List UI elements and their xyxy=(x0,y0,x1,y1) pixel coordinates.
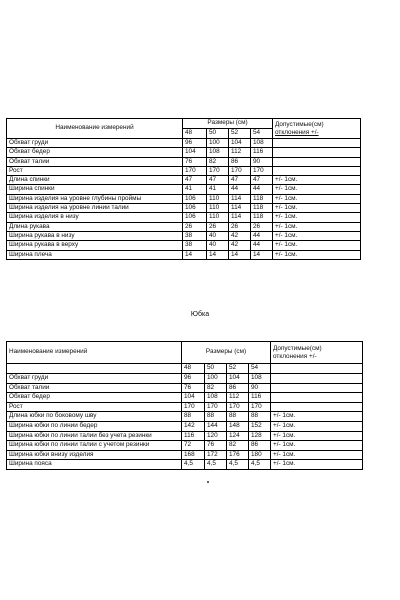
measurement-value: 118 xyxy=(251,194,273,203)
measurement-value: 114 xyxy=(229,213,251,222)
measurement-value: 41 xyxy=(207,185,229,194)
blank-cell xyxy=(7,364,182,374)
measurement-value: 104 xyxy=(182,393,205,403)
measurement-name: Обхват груди xyxy=(7,139,183,148)
measurement-value: 90 xyxy=(251,157,273,166)
table-row xyxy=(7,421,363,431)
measurement-value: 114 xyxy=(229,194,251,203)
measurement-value: 110 xyxy=(207,213,229,222)
measurement-name: Обхват бедер xyxy=(7,393,182,403)
measurement-value: 100 xyxy=(207,139,229,148)
size-cell: 54 xyxy=(249,364,271,374)
table-row xyxy=(7,374,363,384)
table-row xyxy=(7,231,361,240)
measurement-name: Ширина спинки xyxy=(7,185,183,194)
measurement-value: 44 xyxy=(251,231,273,240)
measurement-value: 106 xyxy=(183,213,207,222)
measurement-name: Обхват бедер xyxy=(7,148,183,157)
measurement-value: 4,5 xyxy=(249,460,271,470)
tolerance-value xyxy=(273,148,361,157)
measurement-name: Длина спинки xyxy=(7,176,183,185)
measurement-value: 144 xyxy=(205,421,227,431)
tolerance-value xyxy=(273,139,361,148)
column-header-name: Наименование измерений xyxy=(7,342,182,364)
stray-mark xyxy=(207,481,209,483)
measurement-name: Ширина рукава в низу xyxy=(7,231,183,240)
measurement-value: 106 xyxy=(183,194,207,203)
measurement-name: Обхват груди xyxy=(7,374,182,384)
measurement-value: 44 xyxy=(251,241,273,250)
measurement-value: 4,5 xyxy=(227,460,249,470)
measurement-value: 86 xyxy=(249,441,271,451)
tolerance-value xyxy=(271,402,363,412)
measurement-value: 47 xyxy=(183,176,207,185)
tolerance-line-2: отклонения +/- xyxy=(273,352,317,360)
size-cell: 52 xyxy=(227,364,249,374)
table-row xyxy=(7,412,363,422)
measurement-value: 41 xyxy=(183,185,207,194)
measurement-name: Ширина изделия в низу xyxy=(7,213,183,222)
table-row xyxy=(7,241,361,250)
measurement-value: 4,5 xyxy=(182,460,205,470)
table-row xyxy=(7,450,363,460)
column-header-name: Наименование измерений xyxy=(7,119,183,139)
measurement-value: 112 xyxy=(227,393,249,403)
table-row xyxy=(7,441,363,451)
measurement-value: 88 xyxy=(182,412,205,422)
size-cell: 54 xyxy=(251,129,273,139)
tolerance-value: +/- 1см. xyxy=(273,231,361,240)
table-row xyxy=(7,139,361,148)
table-row xyxy=(7,204,361,213)
tolerance-line-1: Допустимые(см) xyxy=(273,344,322,352)
blank-cell xyxy=(271,364,363,374)
measurements-table-skirt xyxy=(6,341,363,470)
measurement-value: 170 xyxy=(227,402,249,412)
measurement-value: 176 xyxy=(227,450,249,460)
measurement-value: 47 xyxy=(251,176,273,185)
measurement-name: Обхват талии xyxy=(7,383,182,393)
measurement-value: 40 xyxy=(207,241,229,250)
measurement-value: 26 xyxy=(229,222,251,231)
tolerance-value: +/- 1см. xyxy=(273,185,361,194)
table-row xyxy=(7,393,363,403)
measurement-value: 76 xyxy=(182,383,205,393)
measurement-value: 168 xyxy=(182,450,205,460)
measurement-value: 172 xyxy=(205,450,227,460)
measurement-name: Длина юбки по боковому шву xyxy=(7,412,182,422)
table-row xyxy=(7,460,363,470)
tolerance-value xyxy=(271,393,363,403)
measurement-name: Рост xyxy=(7,402,182,412)
table-row xyxy=(7,431,363,441)
table-row xyxy=(7,166,361,175)
tolerance-value: +/- 1см. xyxy=(271,441,363,451)
measurement-value: 82 xyxy=(205,383,227,393)
tolerance-line-2: отклонения +/- xyxy=(275,128,319,136)
tolerance-value: +/- 1см. xyxy=(273,213,361,222)
measurement-value: 170 xyxy=(205,402,227,412)
measurement-value: 112 xyxy=(229,148,251,157)
measurement-value: 42 xyxy=(229,231,251,240)
measurement-value: 76 xyxy=(205,441,227,451)
tolerance-value xyxy=(271,383,363,393)
measurement-value: 40 xyxy=(207,231,229,240)
measurements-table-top xyxy=(6,118,361,260)
measurement-value: 118 xyxy=(251,213,273,222)
measurement-value: 108 xyxy=(249,374,271,384)
tolerance-value: +/- 1см. xyxy=(271,421,363,431)
measurement-value: 38 xyxy=(183,231,207,240)
measurement-value: 170 xyxy=(251,166,273,175)
measurement-value: 88 xyxy=(249,412,271,422)
measurement-value: 44 xyxy=(251,185,273,194)
tolerance-value: +/- 1см. xyxy=(271,412,363,422)
table-row xyxy=(7,176,361,185)
measurement-value: 82 xyxy=(207,157,229,166)
measurement-value: 110 xyxy=(207,194,229,203)
measurement-value: 72 xyxy=(182,441,205,451)
table-row xyxy=(7,402,363,412)
measurement-value: 14 xyxy=(251,250,273,259)
tolerance-value: +/- 1см. xyxy=(273,176,361,185)
size-cell: 50 xyxy=(205,364,227,374)
measurement-value: 148 xyxy=(227,421,249,431)
measurement-value: 47 xyxy=(229,176,251,185)
measurement-value: 108 xyxy=(207,148,229,157)
size-cell: 52 xyxy=(229,129,251,139)
measurement-value: 124 xyxy=(227,431,249,441)
measurement-value: 96 xyxy=(182,374,205,384)
table-row xyxy=(7,250,361,259)
column-header-sizes: Размеры (см) xyxy=(182,342,271,364)
measurement-value: 26 xyxy=(207,222,229,231)
tolerance-value xyxy=(273,166,361,175)
measurement-name: Ширина юбки по линии бедер xyxy=(7,421,182,431)
measurement-value: 116 xyxy=(249,393,271,403)
measurement-name: Обхват талии xyxy=(7,157,183,166)
size-cell: 50 xyxy=(207,129,229,139)
measurement-value: 4,5 xyxy=(205,460,227,470)
tolerance-value xyxy=(271,374,363,384)
measurement-name: Ширина изделия на уровне линии талии xyxy=(7,204,183,213)
measurement-value: 47 xyxy=(207,176,229,185)
measurement-value: 26 xyxy=(251,222,273,231)
tolerance-value: +/- 1см. xyxy=(273,241,361,250)
measurement-value: 170 xyxy=(207,166,229,175)
measurement-value: 88 xyxy=(227,412,249,422)
table-row xyxy=(7,194,361,203)
section-title-skirt: Юбка xyxy=(190,311,210,318)
measurement-value: 170 xyxy=(183,166,207,175)
measurement-value: 114 xyxy=(229,204,251,213)
measurement-value: 104 xyxy=(183,148,207,157)
measurement-value: 44 xyxy=(229,185,251,194)
measurement-value: 88 xyxy=(205,412,227,422)
column-header-sizes: Размеры (см) xyxy=(183,119,273,129)
measurement-value: 110 xyxy=(207,204,229,213)
measurement-value: 180 xyxy=(249,450,271,460)
tolerance-value: +/- 1см. xyxy=(273,204,361,213)
measurement-value: 26 xyxy=(183,222,207,231)
measurement-value: 42 xyxy=(229,241,251,250)
measurement-name: Ширина изделия на уровне глубины проймы xyxy=(7,194,183,203)
measurement-value: 14 xyxy=(183,250,207,259)
measurement-value: 90 xyxy=(249,383,271,393)
size-cell: 48 xyxy=(182,364,205,374)
size-cell: 48 xyxy=(183,129,207,139)
tolerance-value: +/- 1см. xyxy=(271,431,363,441)
measurement-value: 116 xyxy=(182,431,205,441)
measurement-value: 116 xyxy=(251,148,273,157)
measurement-value: 108 xyxy=(251,139,273,148)
measurement-name: Ширина юбки по линии талии с учетом резинки xyxy=(7,441,182,451)
measurement-value: 104 xyxy=(227,374,249,384)
measurement-value: 120 xyxy=(205,431,227,441)
tolerance-value xyxy=(273,157,361,166)
measurement-name: Длина рукава xyxy=(7,222,183,231)
measurement-value: 100 xyxy=(205,374,227,384)
table-row xyxy=(7,157,361,166)
measurement-value: 170 xyxy=(249,402,271,412)
tolerance-value: +/- 1см. xyxy=(271,450,363,460)
table-row xyxy=(7,148,361,157)
measurement-value: 152 xyxy=(249,421,271,431)
tolerance-line-1: Допустимые(см) xyxy=(275,120,324,128)
table-row xyxy=(7,213,361,222)
measurement-value: 86 xyxy=(229,157,251,166)
measurement-value: 104 xyxy=(229,139,251,148)
measurement-name: Ширина юбки внизу изделия xyxy=(7,450,182,460)
measurement-value: 14 xyxy=(229,250,251,259)
column-header-tolerance xyxy=(271,342,363,364)
measurement-value: 170 xyxy=(229,166,251,175)
measurement-value: 108 xyxy=(205,393,227,403)
table-row xyxy=(7,222,361,231)
table-row xyxy=(7,383,363,393)
measurement-value: 82 xyxy=(227,441,249,451)
measurement-value: 96 xyxy=(183,139,207,148)
tolerance-value: +/- 1см. xyxy=(273,250,361,259)
measurement-name: Ширина пояса xyxy=(7,460,182,470)
measurement-value: 128 xyxy=(249,431,271,441)
measurement-value: 76 xyxy=(183,157,207,166)
measurement-value: 142 xyxy=(182,421,205,431)
measurement-value: 14 xyxy=(207,250,229,259)
measurement-value: 38 xyxy=(183,241,207,250)
measurement-value: 170 xyxy=(182,402,205,412)
measurement-value: 106 xyxy=(183,204,207,213)
measurement-name: Ширина рукава в верху xyxy=(7,241,183,250)
column-header-tolerance xyxy=(273,119,361,139)
tolerance-value: +/- 1см. xyxy=(273,222,361,231)
measurement-value: 86 xyxy=(227,383,249,393)
measurement-name: Ширина плеча xyxy=(7,250,183,259)
tolerance-value: +/- 1см. xyxy=(271,460,363,470)
measurement-value: 118 xyxy=(251,204,273,213)
measurement-name: Ширина юбки по линии талии без учета резинки xyxy=(7,431,182,441)
table-row xyxy=(7,185,361,194)
measurement-name: Рост xyxy=(7,166,183,175)
tolerance-value: +/- 1см. xyxy=(273,194,361,203)
